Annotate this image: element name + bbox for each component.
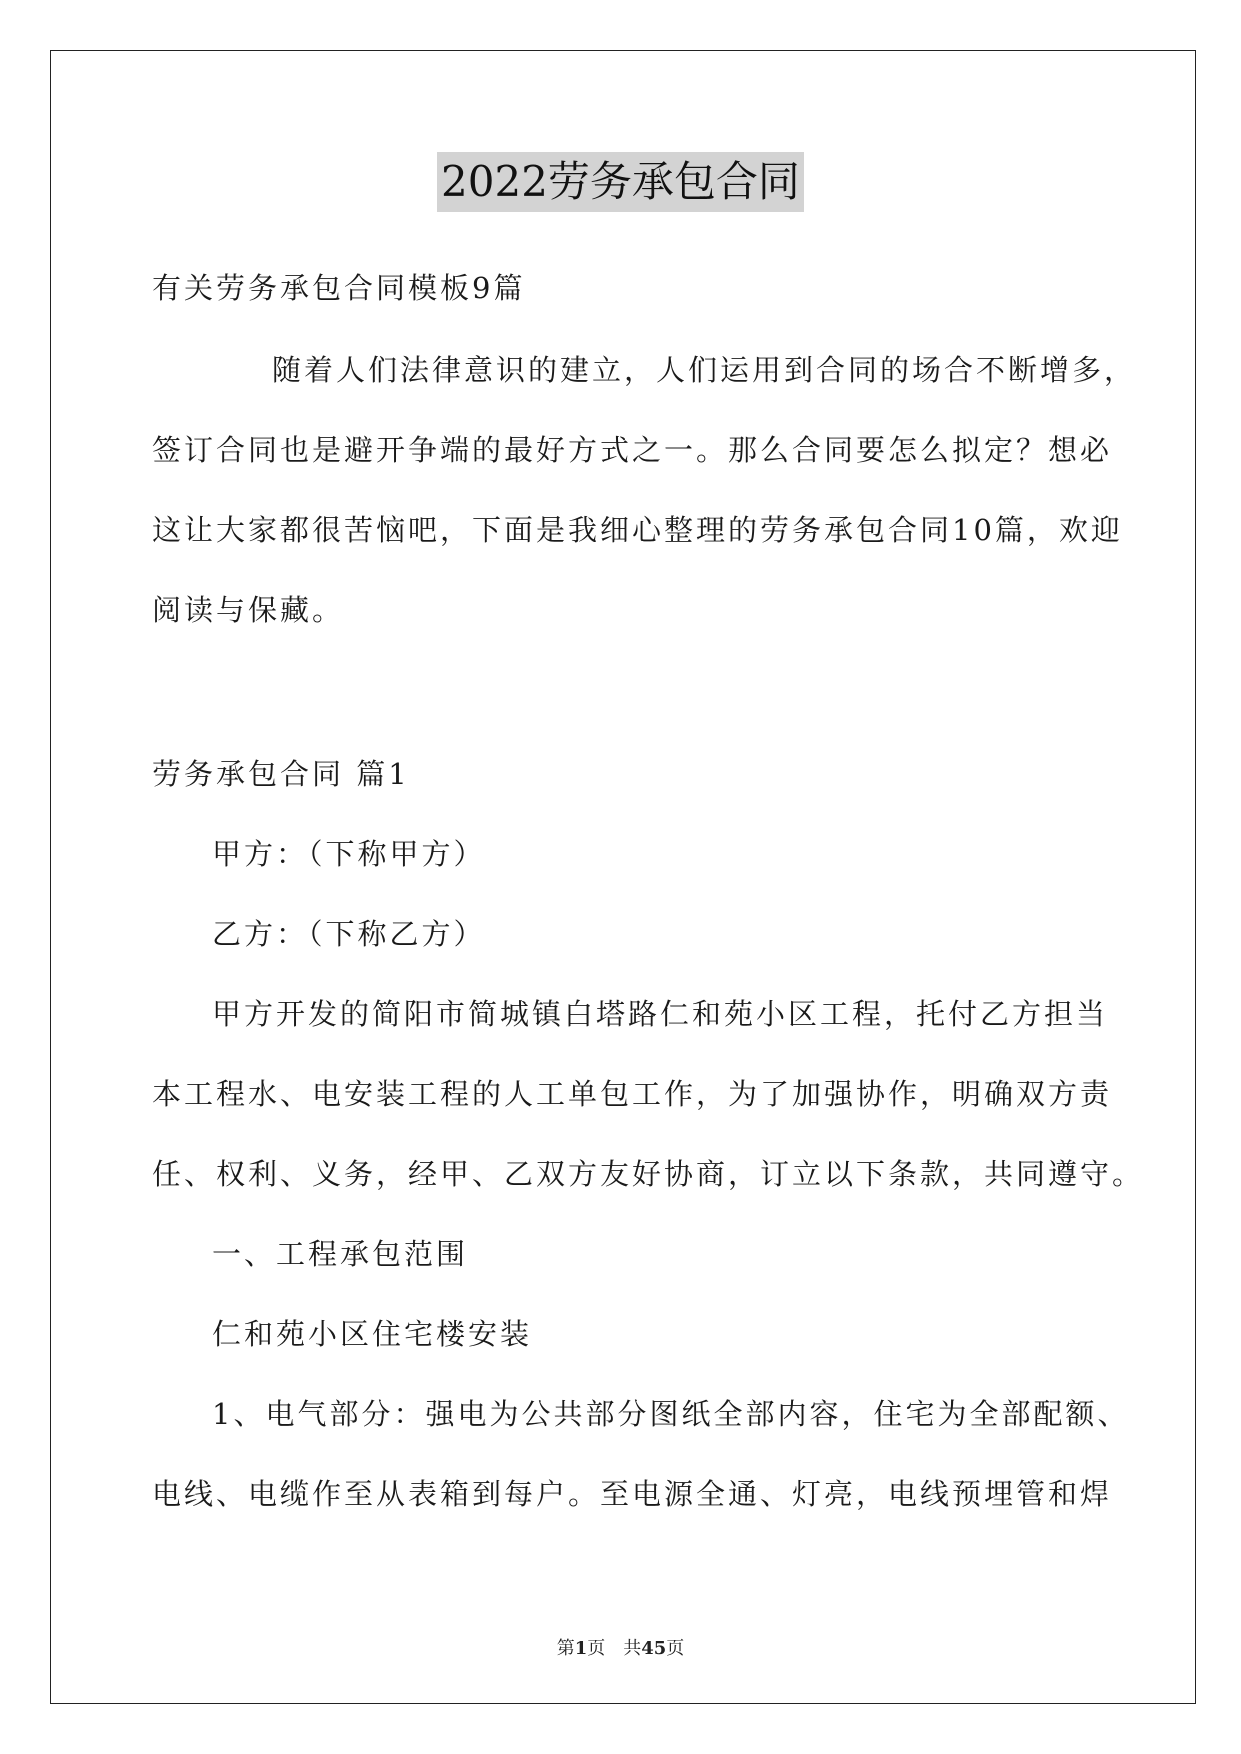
paragraph-line: 1、电气部分：强电为公共部分图纸全部内容，住宅为全部配额、 <box>212 1397 1130 1431</box>
total-suffix: 页 <box>666 1638 685 1659</box>
paragraph-line: 这让大家都很苦恼吧，下面是我细心整理的劳务承包合同10篇，欢迎 <box>152 513 1123 547</box>
subtitle-line: 有关劳务承包合同模板9篇 <box>152 271 526 305</box>
total-prefix: 共 <box>623 1638 642 1659</box>
party-a-line: 甲方：（下称甲方） <box>212 837 486 871</box>
page-number: 1 <box>574 1638 588 1659</box>
paragraph-line: 电线、电缆作至从表箱到每户。至电源全通、灯亮，电线预埋管和焊 <box>152 1477 1113 1511</box>
paragraph-line: 甲方开发的简阳市简城镇白塔路仁和苑小区工程，托付乙方担当 <box>212 997 1109 1031</box>
section-heading: 劳务承包合同 篇1 <box>152 757 410 791</box>
total-pages: 45 <box>641 1638 667 1659</box>
paragraph-line: 任、权利、义务，经甲、乙双方友好协商，订立以下条款，共同遵守。 <box>152 1157 1145 1191</box>
party-b-line: 乙方：（下称乙方） <box>212 917 486 951</box>
page-footer <box>0 1634 1241 1660</box>
clause-heading: 一、工程承包范围 <box>212 1237 469 1271</box>
paragraph-line: 签订合同也是避开争端的最好方式之一。那么合同要怎么拟定？想必 <box>152 433 1113 467</box>
paragraph-line: 本工程水、电安装工程的人工单包工作，为了加强协作，明确双方责 <box>152 1077 1113 1111</box>
page-prefix: 第 <box>556 1638 575 1659</box>
paragraph-line: 阅读与保藏。 <box>152 593 345 627</box>
document-title: 2022劳务承包合同 <box>437 152 804 212</box>
paragraph-line: 仁和苑小区住宅楼安装 <box>212 1317 533 1351</box>
paragraph-line: 随着人们法律意识的建立，人们运用到合同的场合不断增多， <box>272 353 1137 387</box>
title-container <box>0 152 1241 212</box>
page-suffix: 页 <box>587 1638 606 1659</box>
